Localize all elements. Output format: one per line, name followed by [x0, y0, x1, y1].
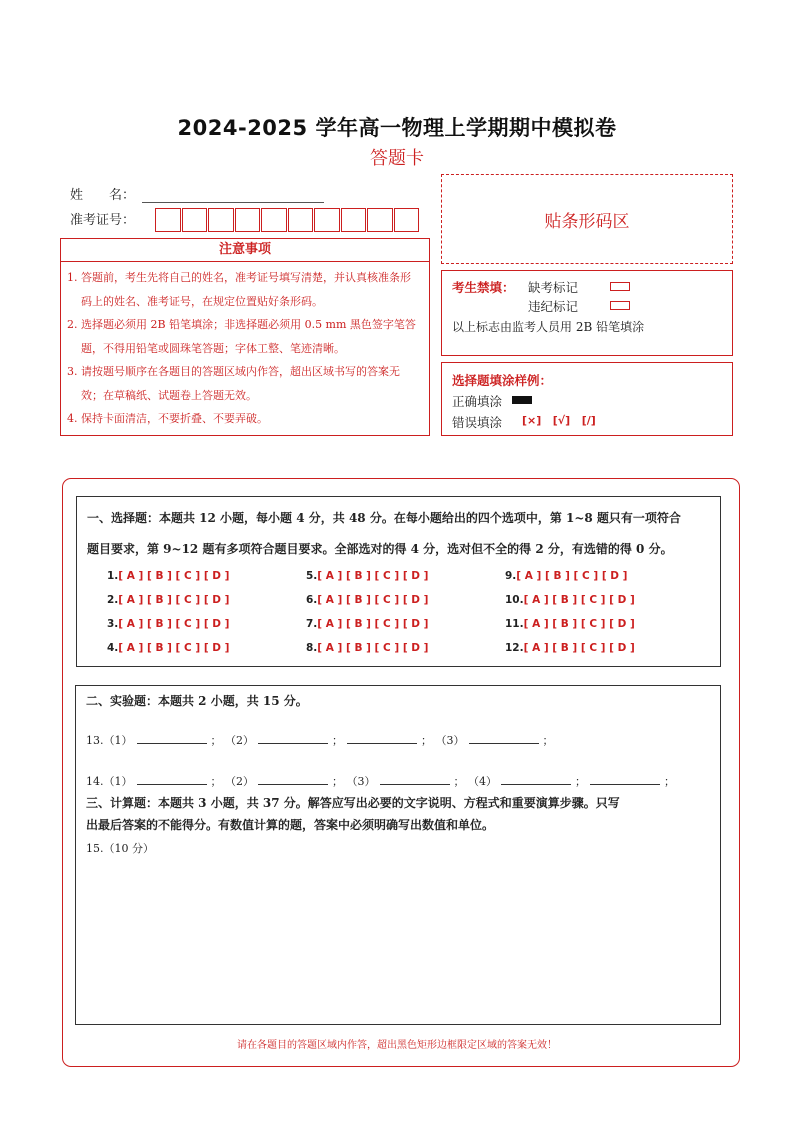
exam-id-digit-box[interactable] [394, 208, 420, 232]
choice-question[interactable]: 6.[ A ] [ B ] [ C ] [ D ] [306, 594, 429, 606]
proctor-only-box [441, 270, 733, 356]
exam-id-digit-box[interactable] [208, 208, 234, 232]
exam-id-digit-box[interactable] [288, 208, 314, 232]
q14-answer-row: 14.（1） ； （2） ； （3） ； （4） ； ； [86, 775, 675, 788]
choice-section [76, 496, 721, 667]
q15-answer-area[interactable] [86, 862, 708, 1012]
notice-box [60, 238, 430, 436]
page-title: 2024-2025 学年高一物理上学期期中模拟卷 [177, 116, 617, 140]
violation-mark-label: 违纪标记 [528, 299, 579, 314]
choice-question[interactable]: 5.[ A ] [ B ] [ C ] [ D ] [306, 570, 429, 582]
notice-item: 4. 保持卡面清洁，不要折叠、不要弄破。 [67, 412, 268, 425]
violation-mark-box[interactable] [610, 301, 630, 310]
choice-heading-line2: 题目要求，第 9~12 题有多项符合题目要求。全部选对的得 4 分，选对但不全的得 2 分，有选错的得 0 分。 [87, 542, 673, 556]
answer-blank[interactable] [501, 784, 571, 785]
answer-blank[interactable] [258, 784, 328, 785]
absent-mark-box[interactable] [610, 282, 630, 291]
written-section [75, 685, 721, 1025]
choice-question[interactable]: 10.[ A ] [ B ] [ C ] [ D ] [505, 594, 635, 606]
correct-fill-sample [512, 396, 532, 404]
choice-question[interactable]: 2.[ A ] [ B ] [ C ] [ D ] [107, 594, 230, 606]
page-subtitle: 答题卡 [370, 148, 424, 169]
choice-question[interactable]: 12.[ A ] [ B ] [ C ] [ D ] [505, 642, 635, 654]
q13-answer-row: 13.（1） ； （2） ； ； （3） ； [86, 734, 554, 747]
correct-fill-label: 正确填涂 [452, 394, 503, 409]
answer-blank[interactable] [137, 784, 207, 785]
answer-blank[interactable] [137, 743, 207, 744]
answer-blank[interactable] [469, 743, 539, 744]
calc-heading-line1: 三、计算题：本题共 3 小题，共 37 分。解答应写出必要的文字说明、方程式和重要演算步骤。只写 [86, 796, 620, 810]
forbid-label: 考生禁填： [452, 280, 515, 295]
exam-id-label: 准考证号： [70, 213, 136, 228]
forbid-note: 以上标志由监考人员用 2B 铅笔填涂 [452, 320, 645, 334]
choice-heading-line1: 一、选择题：本题共 12 小题，每小题 4 分，共 48 分。在每小题给出的四个选项中，第 1~8 题只有一项符合 [87, 511, 681, 525]
name-field[interactable] [142, 202, 324, 203]
choice-question[interactable]: 4.[ A ] [ B ] [ C ] [ D ] [107, 642, 230, 654]
notice-item: 1. 答题前，考生先将自己的姓名，准考证号填写清楚，并认真核准条形码上的姓名、准考证号，在规定位置贴好条形码。 [67, 271, 411, 308]
answer-blank[interactable] [380, 784, 450, 785]
choice-question[interactable]: 1.[ A ] [ B ] [ C ] [ D ] [107, 570, 230, 582]
notice-item: 3. 请按题号顺序在各题目的答题区域内作答，超出区域书写的答案无效；在草稿纸、试题卷上答题无效。 [67, 365, 400, 402]
answer-blank[interactable] [347, 743, 417, 744]
barcode-label: 贴条形码区 [544, 211, 630, 232]
name-label: 姓 名： [70, 188, 136, 203]
experiment-heading: 二、实验题：本题共 2 小题，共 15 分。 [86, 694, 308, 708]
sample-title: 选择题填涂样例： [452, 373, 553, 388]
exam-id-digit-box[interactable] [182, 208, 208, 232]
exam-id-digit-box[interactable] [341, 208, 367, 232]
answer-blank[interactable] [590, 784, 660, 785]
choice-question[interactable]: 11.[ A ] [ B ] [ C ] [ D ] [505, 618, 635, 630]
exam-id-digit-box[interactable] [367, 208, 393, 232]
choice-question[interactable]: 9.[ A ] [ B ] [ C ] [ D ] [505, 570, 628, 582]
exam-id-digit-box[interactable] [155, 208, 181, 232]
notice-title: 注意事项 [61, 239, 429, 262]
exam-id-digit-box[interactable] [235, 208, 261, 232]
footer-warning: 请在各题目的答题区域内作答，超出黑色矩形边框限定区域的答案无效！ [237, 1040, 557, 1051]
barcode-area [441, 174, 733, 264]
fill-sample-box [441, 362, 733, 436]
q15-label: 15.（10 分） [86, 842, 154, 855]
wrong-fill-samples: [×] [√] [/] [522, 414, 596, 427]
exam-id-digit-box[interactable] [261, 208, 287, 232]
choice-question[interactable]: 3.[ A ] [ B ] [ C ] [ D ] [107, 618, 230, 630]
absent-mark-label: 缺考标记 [528, 280, 579, 295]
exam-id-boxes [155, 208, 420, 232]
choice-question[interactable]: 7.[ A ] [ B ] [ C ] [ D ] [306, 618, 429, 630]
notice-item: 2. 选择题必须用 2B 铅笔填涂；非选择题必须用 0.5 mm 黑色签字笔答题，不得用铅笔或圆珠笔答题；字体工整、笔迹清晰。 [67, 318, 416, 355]
exam-id-digit-box[interactable] [314, 208, 340, 232]
answer-blank[interactable] [258, 743, 328, 744]
choice-question[interactable]: 8.[ A ] [ B ] [ C ] [ D ] [306, 642, 429, 654]
calc-heading-line2: 出最后答案的不能得分。有数值计算的题，答案中必须明确写出数值和单位。 [86, 818, 495, 832]
wrong-fill-label: 错误填涂 [452, 415, 503, 430]
